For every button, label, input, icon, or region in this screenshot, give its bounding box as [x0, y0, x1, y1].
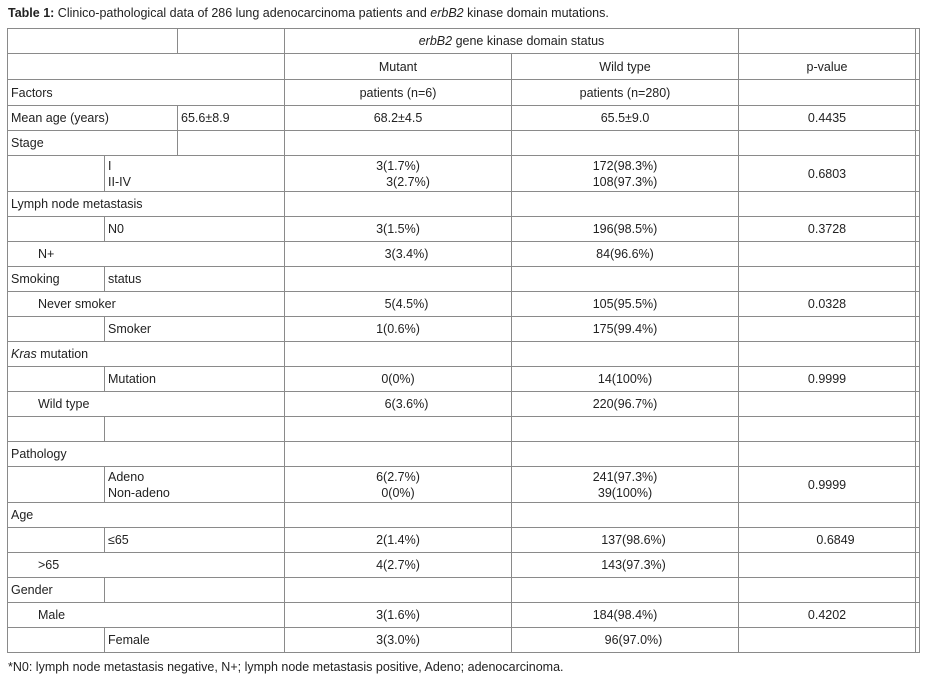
row-label: Age — [8, 503, 285, 528]
table-row — [8, 106, 920, 131]
col-header-pvalue: p-value — [739, 54, 916, 80]
table-footnote: *N0: lymph node metastasis negative, N+; lymph node metastasis positive, Adeno; adenocarcinoma. — [8, 660, 564, 674]
empty-cell — [739, 317, 916, 342]
empty-cell — [739, 503, 916, 528]
row-label — [8, 342, 285, 367]
edge-cell — [916, 156, 920, 192]
empty-cell — [285, 417, 512, 442]
caption-text-b: kinase domain mutations. — [463, 6, 609, 20]
empty-cell — [8, 54, 285, 80]
empty-cell — [8, 317, 105, 342]
cell-wild: 137(98.6%) — [512, 528, 739, 553]
edge-cell — [916, 442, 920, 467]
sub-label: I — [108, 158, 112, 173]
caption-label: Table 1: — [8, 6, 55, 20]
value: 172(98.3%) — [592, 158, 658, 173]
table-row — [8, 29, 920, 54]
cell-wild: 96(97.0%) — [512, 628, 739, 653]
empty-cell — [8, 29, 178, 54]
empty-cell — [739, 392, 916, 417]
data-table — [7, 28, 920, 653]
cell-wild: 184(98.4%) — [512, 603, 739, 628]
empty-cell — [739, 131, 916, 156]
edge-cell — [916, 80, 920, 106]
edge-cell — [916, 417, 920, 442]
edge-cell — [916, 131, 920, 156]
value: 108(97.3%) — [592, 174, 658, 189]
row-label-cont: status — [105, 267, 285, 292]
edge-cell — [916, 503, 920, 528]
sub-label: Never smoker — [8, 292, 285, 317]
table-row — [8, 553, 920, 578]
value: 6(2.7%) — [376, 469, 420, 484]
sub-label: Female — [105, 628, 285, 653]
empty-cell — [285, 503, 512, 528]
cell-wild — [512, 467, 739, 503]
table-row — [8, 578, 920, 603]
empty-cell — [178, 131, 285, 156]
empty-cell — [178, 29, 285, 54]
edge-cell — [916, 342, 920, 367]
empty-cell — [739, 80, 916, 106]
edge-cell — [916, 267, 920, 292]
sub-label: Mutation — [105, 367, 285, 392]
empty-cell — [285, 131, 512, 156]
empty-cell — [105, 417, 285, 442]
edge-cell — [916, 217, 920, 242]
row-label: Gender — [8, 578, 105, 603]
table-row — [8, 317, 920, 342]
empty-cell — [512, 417, 739, 442]
table-row — [8, 292, 920, 317]
edge-cell — [916, 192, 920, 217]
table-row — [8, 217, 920, 242]
cell-pvalue: 0.9999 — [739, 467, 916, 503]
cell-mutant: 3(1.6%) — [285, 603, 512, 628]
sub-label: >65 — [8, 553, 285, 578]
empty-cell — [739, 578, 916, 603]
empty-cell — [739, 29, 916, 54]
cell-pvalue: 0.3728 — [739, 217, 916, 242]
empty-cell — [512, 267, 739, 292]
edge-cell — [916, 578, 920, 603]
edge-cell — [916, 553, 920, 578]
edge-cell — [916, 106, 920, 131]
empty-cell — [8, 367, 105, 392]
table-row — [8, 503, 920, 528]
value: 3(1.7%) — [376, 158, 420, 173]
kras-label-rest: mutation — [36, 347, 89, 361]
wild-n: patients (n=280) — [512, 80, 739, 106]
edge-cell — [916, 628, 920, 653]
cell-wild: 220(96.7%) — [512, 392, 739, 417]
row-label: Pathology — [8, 442, 285, 467]
edge-cell — [916, 292, 920, 317]
row-label: Lymph node metastasis — [8, 192, 285, 217]
sub-label: II-IV — [108, 174, 131, 189]
cell-pvalue: 0.4435 — [739, 106, 916, 131]
cell-mutant: 1(0.6%) — [285, 317, 512, 342]
table-row — [8, 242, 920, 267]
cell-mutant: 3(1.5%) — [285, 217, 512, 242]
cell-mutant: 6(3.6%) — [285, 392, 512, 417]
table-row — [8, 131, 920, 156]
sub-label: ≤65 — [105, 528, 285, 553]
empty-cell — [285, 442, 512, 467]
caption-text-a: Clinico-pathological data of 286 lung adenocarcinoma patients and — [54, 6, 431, 20]
sub-label: Adeno — [108, 469, 145, 484]
table-row — [8, 54, 920, 80]
value: 39(100%) — [597, 485, 653, 500]
cell-wild: 65.5±9.0 — [512, 106, 739, 131]
cell-mutant: 2(1.4%) — [285, 528, 512, 553]
row-label: Smoking — [8, 267, 105, 292]
empty-cell — [512, 131, 739, 156]
edge-cell — [916, 392, 920, 417]
group-header-gene: erbB2 — [418, 34, 453, 48]
cell-wild: 84(96.6%) — [512, 242, 739, 267]
cell-wild: 196(98.5%) — [512, 217, 739, 242]
empty-cell — [105, 578, 285, 603]
empty-cell — [739, 628, 916, 653]
cell-pvalue: 0.6849 — [739, 528, 916, 553]
empty-cell — [512, 342, 739, 367]
sub-labels — [105, 156, 285, 192]
empty-cell — [739, 267, 916, 292]
cell-mutant: 0(0%) — [285, 367, 512, 392]
sub-label: Wild type — [8, 392, 285, 417]
sub-label: Male — [8, 603, 285, 628]
cell-all: 65.6±8.9 — [178, 106, 285, 131]
col-header-mutant: Mutant — [285, 54, 512, 80]
table-row — [8, 467, 920, 503]
empty-cell — [8, 467, 105, 503]
cell-mutant: 3(3.0%) — [285, 628, 512, 653]
empty-cell — [285, 192, 512, 217]
cell-pvalue: 0.6803 — [739, 156, 916, 192]
sub-label: Smoker — [105, 317, 285, 342]
cell-mutant: 3(3.4%) — [285, 242, 512, 267]
sub-label: N0 — [105, 217, 285, 242]
empty-cell — [512, 442, 739, 467]
cell-mutant: 68.2±4.5 — [285, 106, 512, 131]
value: 241(97.3%) — [592, 469, 658, 484]
sub-labels — [105, 467, 285, 503]
value: 3(2.7%) — [386, 174, 430, 189]
table-row — [8, 156, 920, 192]
table-row — [8, 342, 920, 367]
cell-pvalue: 0.4202 — [739, 603, 916, 628]
cell-mutant — [285, 156, 512, 192]
edge-cell — [916, 528, 920, 553]
row-label: Stage — [8, 131, 178, 156]
edge-cell — [916, 242, 920, 267]
cell-wild: 143(97.3%) — [512, 553, 739, 578]
empty-cell — [512, 192, 739, 217]
cell-mutant — [285, 467, 512, 503]
cell-wild: 14(100%) — [512, 367, 739, 392]
caption-gene: erbB2 — [430, 6, 464, 20]
table-caption — [8, 6, 609, 20]
empty-cell — [285, 578, 512, 603]
factors-header: Factors — [8, 80, 285, 106]
empty-cell — [8, 417, 105, 442]
empty-cell — [285, 342, 512, 367]
empty-cell — [739, 192, 916, 217]
empty-cell — [739, 417, 916, 442]
empty-cell — [739, 342, 916, 367]
empty-cell — [512, 503, 739, 528]
sub-label: Non-adeno — [108, 485, 170, 500]
table-row — [8, 628, 920, 653]
empty-cell — [739, 553, 916, 578]
table-row — [8, 367, 920, 392]
empty-cell — [739, 242, 916, 267]
cell-wild: 175(99.4%) — [512, 317, 739, 342]
cell-wild: 105(95.5%) — [512, 292, 739, 317]
table-row — [8, 417, 920, 442]
edge-cell — [916, 54, 920, 80]
empty-cell — [8, 217, 105, 242]
table-row — [8, 80, 920, 106]
empty-cell — [739, 442, 916, 467]
empty-cell — [512, 578, 739, 603]
table-row — [8, 442, 920, 467]
cell-wild — [512, 156, 739, 192]
edge-cell — [916, 317, 920, 342]
table-row — [8, 192, 920, 217]
col-header-wild: Wild type — [512, 54, 739, 80]
cell-mutant: 4(2.7%) — [285, 553, 512, 578]
edge-cell — [916, 467, 920, 503]
row-label: Mean age (years) — [8, 106, 178, 131]
cell-pvalue: 0.0328 — [739, 292, 916, 317]
edge-cell — [916, 367, 920, 392]
mutant-n: patients (n=6) — [285, 80, 512, 106]
cell-mutant: 5(4.5%) — [285, 292, 512, 317]
edge-cell — [916, 603, 920, 628]
table-row — [8, 603, 920, 628]
edge-cell — [916, 29, 920, 54]
table-row — [8, 392, 920, 417]
empty-cell — [8, 156, 105, 192]
kras-label: Kras — [11, 347, 37, 361]
empty-cell — [285, 267, 512, 292]
group-header — [285, 29, 739, 54]
table-row — [8, 528, 920, 553]
cell-pvalue: 0.9999 — [739, 367, 916, 392]
empty-cell — [8, 528, 105, 553]
empty-cell — [8, 628, 105, 653]
value: 0(0%) — [381, 485, 415, 500]
group-header-rest: gene kinase domain status — [452, 34, 605, 48]
table-row — [8, 267, 920, 292]
sub-label: N+ — [8, 242, 285, 267]
